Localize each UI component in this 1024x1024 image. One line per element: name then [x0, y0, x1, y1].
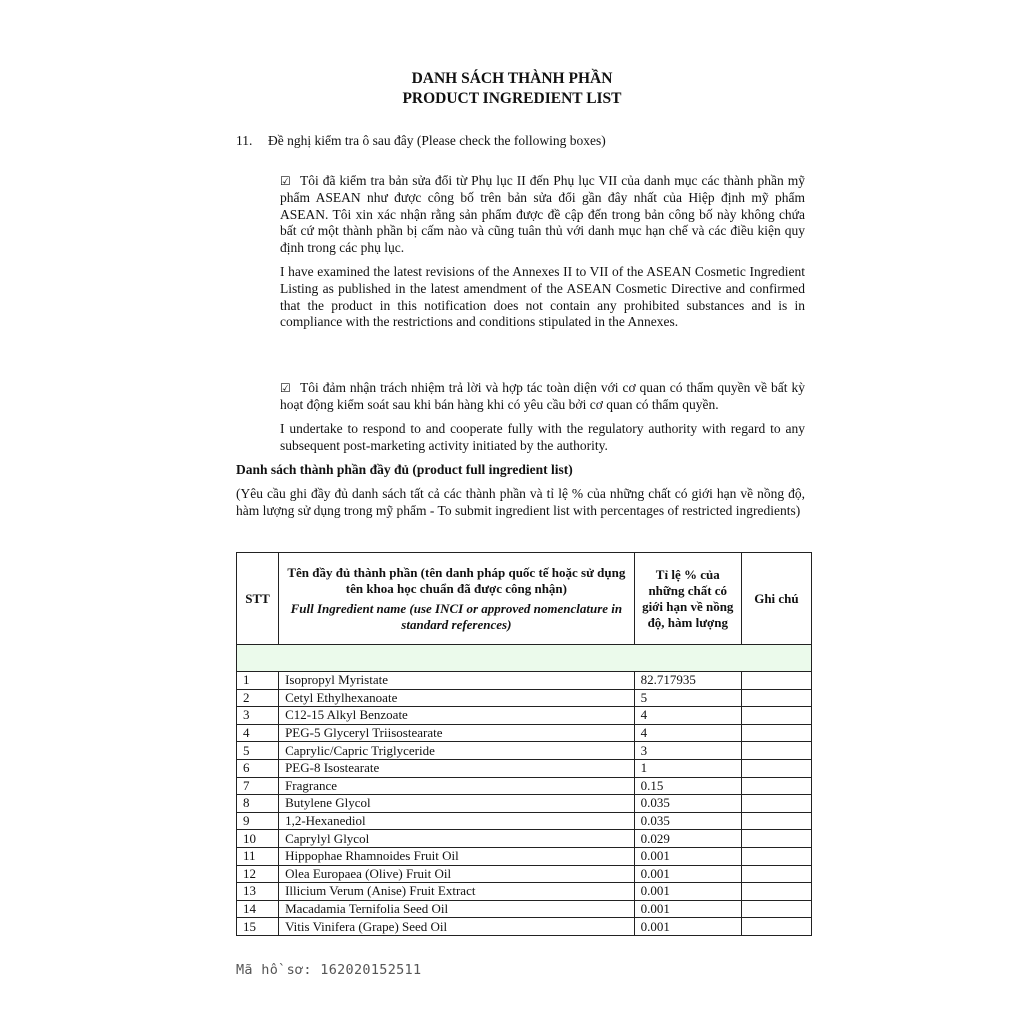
declaration-1-vi-text: Tôi đã kiểm tra bản sửa đổi từ Phụ lục II đến Phụ lục VII của danh mục các thành phần mỹ phẩm ASEAN như được công bố trên bản sửa đổi gần đây nhất của Hiệp định mỹ phẩm ASEAN. Tôi xin xác nhận rằng sản phẩm được đề cập đến trong bản công bố này không chứa bất cứ một thành phần bị cấm nào và cũng tuân thủ với danh mục hạn chế và các điều kiện quy định trong các phụ lục. — [280, 173, 805, 256]
row-pct-cell: 0.15 — [634, 777, 741, 795]
declaration-1-english: I have examined the latest revisions of the Annexes II to VII of the ASEAN Cosmetic Ingredient Listing as published in the latest amendment of the ASEAN Cosmetic Directive and confirmed that the product in this notification does not contain any prohibited substances and is in compliance with the restrictions and conditions stipulated in the Annexes. — [280, 264, 805, 330]
table-row — [237, 689, 812, 707]
row-name-cell: Vitis Vinifera (Grape) Seed Oil — [279, 918, 635, 936]
table-row — [237, 812, 812, 830]
header-ingredient-name — [279, 553, 635, 645]
title-english: PRODUCT INGREDIENT LIST — [402, 90, 622, 107]
row-pct-cell: 0.035 — [634, 812, 741, 830]
row-pct-cell: 0.001 — [634, 865, 741, 883]
checkbox-checked-icon[interactable]: ☑ — [280, 381, 291, 395]
declaration-1-vietnamese — [280, 173, 805, 257]
row-stt-cell: 13 — [237, 883, 279, 901]
row-pct-cell: 0.035 — [634, 795, 741, 813]
table-body — [237, 645, 812, 936]
row-note-cell — [741, 689, 811, 707]
spacer-cell — [237, 645, 812, 672]
row-name-cell: Olea Europaea (Olive) Fruit Oil — [279, 865, 635, 883]
row-pct-cell: 82.717935 — [634, 672, 741, 690]
row-stt-cell: 8 — [237, 795, 279, 813]
row-name-cell: C12-15 Alkyl Benzoate — [279, 707, 635, 725]
row-name-cell: PEG-8 Isostearate — [279, 759, 635, 777]
table-row — [237, 847, 812, 865]
header-name-vi: Tên đầy đủ thành phần (tên danh pháp quốc tế hoặc sử dụng tên khoa học chuẩn đã được công nhận) — [287, 564, 626, 596]
row-stt-cell: 2 — [237, 689, 279, 707]
row-name-cell: Cetyl Ethylhexanoate — [279, 689, 635, 707]
row-note-cell — [741, 918, 811, 936]
row-name-cell: Caprylyl Glycol — [279, 830, 635, 848]
full-list-note: (Yêu cầu ghi đầy đủ danh sách tất cả các thành phần và tỉ lệ % của những chất có giới hạn về nồng độ, hàm lượng sử dụng trong mỹ phẩm - To submit ingredient list with percentages of restricted ingredients) — [236, 486, 805, 518]
table-row — [237, 742, 812, 760]
row-stt-cell: 14 — [237, 900, 279, 918]
table-row — [237, 918, 812, 936]
row-note-cell — [741, 847, 811, 865]
row-pct-cell: 4 — [634, 707, 741, 725]
table-row — [237, 777, 812, 795]
record-id: Mã hồ sơ: 162020152511 — [236, 962, 422, 978]
row-stt-cell: 6 — [237, 759, 279, 777]
row-name-cell: Fragrance — [279, 777, 635, 795]
row-stt-cell: 9 — [237, 812, 279, 830]
row-note-cell — [741, 865, 811, 883]
row-stt-cell: 3 — [237, 707, 279, 725]
row-note-cell — [741, 883, 811, 901]
row-stt-cell: 5 — [237, 742, 279, 760]
row-pct-cell: 0.029 — [634, 830, 741, 848]
table-row — [237, 900, 812, 918]
row-pct-cell: 0.001 — [634, 918, 741, 936]
table-header-row — [237, 553, 812, 645]
row-pct-cell: 0.001 — [634, 847, 741, 865]
full-list-heading: Danh sách thành phần đầy đủ (product full ingredient list) — [236, 462, 573, 477]
declaration-2-vi-text: Tôi đảm nhận trách nhiệm trả lời và hợp tác toàn diện với cơ quan có thẩm quyền về bất kỳ hoạt động kiểm soát sau khi bán hàng khi có yêu cầu bởi cơ quan có thẩm quyền. — [280, 380, 805, 412]
row-name-cell: Isopropyl Myristate — [279, 672, 635, 690]
table-row — [237, 759, 812, 777]
row-name-cell: Caprylic/Capric Triglyceride — [279, 742, 635, 760]
declaration-2-vietnamese — [280, 380, 805, 414]
header-note: Ghi chú — [741, 553, 811, 645]
row-stt-cell: 15 — [237, 918, 279, 936]
title-vietnamese: DANH SÁCH THÀNH PHẦN — [411, 70, 613, 87]
row-stt-cell: 4 — [237, 724, 279, 742]
row-pct-cell: 5 — [634, 689, 741, 707]
row-note-cell — [741, 724, 811, 742]
row-stt-cell: 10 — [237, 830, 279, 848]
row-note-cell — [741, 900, 811, 918]
row-name-cell: Illicium Verum (Anise) Fruit Extract — [279, 883, 635, 901]
row-pct-cell: 0.001 — [634, 900, 741, 918]
row-note-cell — [741, 830, 811, 848]
row-note-cell — [741, 812, 811, 830]
header-name-en: Full Ingredient name (use INCI or approved nomenclature in standard references) — [290, 600, 623, 632]
table-row — [237, 830, 812, 848]
table-spacer-row — [237, 645, 812, 672]
checkbox-checked-icon[interactable]: ☑ — [280, 174, 291, 188]
table-row — [237, 672, 812, 690]
row-name-cell: Hippophae Rhamnoides Fruit Oil — [279, 847, 635, 865]
section-11 — [236, 132, 606, 150]
row-pct-cell: 0.001 — [634, 883, 741, 901]
table-row — [237, 724, 812, 742]
row-note-cell — [741, 742, 811, 760]
row-name-cell: Macadamia Ternifolia Seed Oil — [279, 900, 635, 918]
table-row — [237, 707, 812, 725]
row-pct-cell: 1 — [634, 759, 741, 777]
row-note-cell — [741, 672, 811, 690]
row-note-cell — [741, 777, 811, 795]
header-percentage: Tỉ lệ % của những chất có giới hạn về nồng độ, hàm lượng — [634, 553, 741, 645]
row-stt-cell: 12 — [237, 865, 279, 883]
row-note-cell — [741, 795, 811, 813]
declaration-2-english: I undertake to respond to and cooperate fully with the regulatory authority with regard to any subsequent post-marketing activity initiated by the authority. — [280, 421, 805, 453]
section-number: 11. — [236, 133, 253, 148]
row-pct-cell: 4 — [634, 724, 741, 742]
row-stt-cell: 11 — [237, 847, 279, 865]
row-name-cell: 1,2-Hexanediol — [279, 812, 635, 830]
ingredient-table — [236, 552, 812, 936]
row-stt-cell: 7 — [237, 777, 279, 795]
table-row — [237, 795, 812, 813]
header-stt: STT — [237, 553, 279, 645]
row-stt-cell: 1 — [237, 672, 279, 690]
row-note-cell — [741, 707, 811, 725]
row-name-cell: Butylene Glycol — [279, 795, 635, 813]
table-row — [237, 865, 812, 883]
row-note-cell — [741, 759, 811, 777]
table-row — [237, 883, 812, 901]
row-pct-cell: 3 — [634, 742, 741, 760]
row-name-cell: PEG-5 Glyceryl Triisostearate — [279, 724, 635, 742]
section-label: Đề nghị kiểm tra ô sau đây (Please check the following boxes) — [268, 133, 606, 148]
